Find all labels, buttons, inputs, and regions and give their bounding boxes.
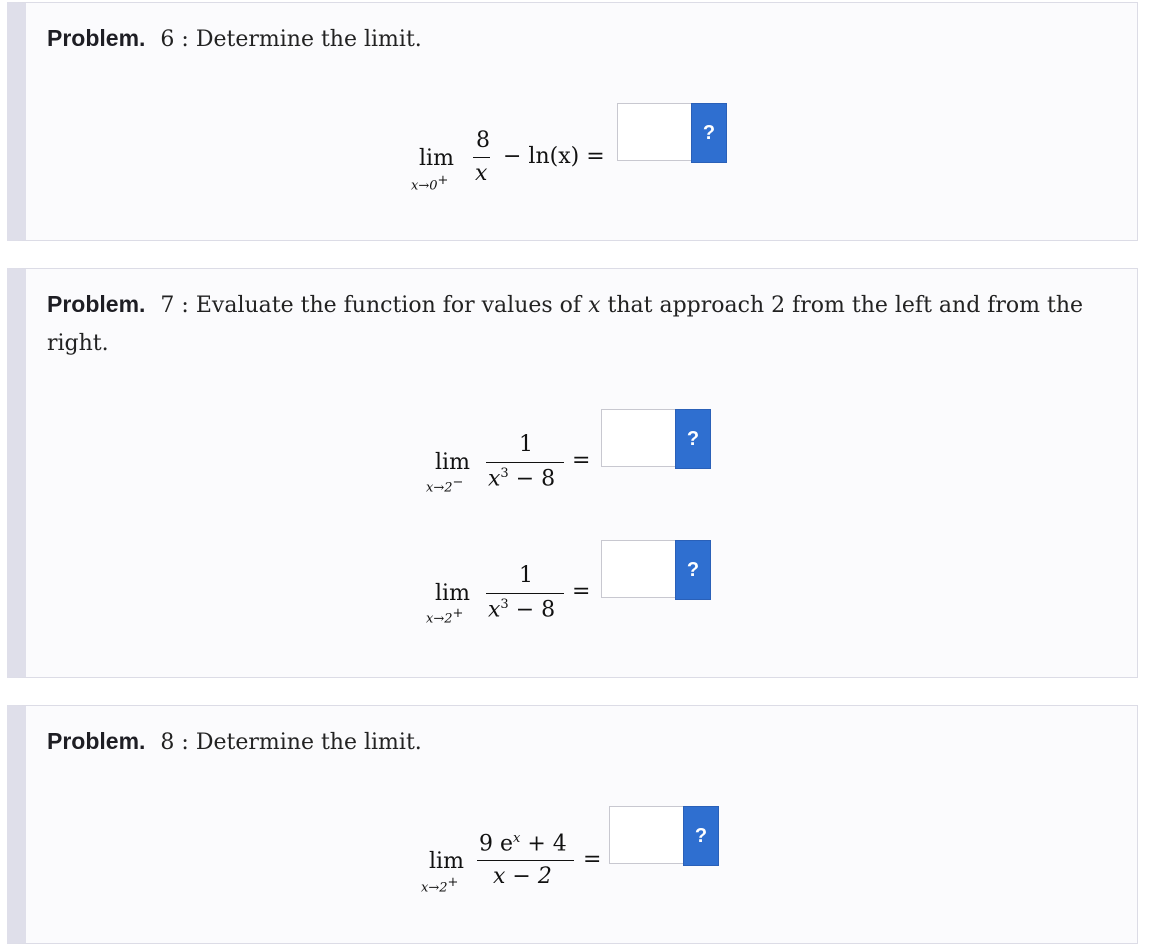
- fraction-bar: [486, 462, 564, 463]
- lim-text: lim: [435, 581, 470, 606]
- problem-number: 6: [160, 27, 175, 52]
- answer-input[interactable]: [609, 806, 683, 864]
- equals-sign: =: [572, 579, 591, 604]
- lim-text: lim: [419, 146, 454, 171]
- fraction-bar: [486, 593, 564, 594]
- denominator: $x^3 - 8$: [488, 597, 556, 623]
- right-help-button[interactable]: ?: [675, 540, 711, 600]
- equals-sign: =: [572, 448, 591, 473]
- numerator: 8: [476, 128, 490, 153]
- help-button[interactable]: ?: [683, 806, 719, 866]
- problem-8-card: [7, 705, 1138, 944]
- denominator: $x^3 - 8$: [488, 466, 556, 492]
- lim-subscript: x→0+: [411, 173, 449, 194]
- answer-group: [617, 103, 727, 163]
- problem-instruction-a: Evaluate the function for values of: [195, 293, 582, 318]
- left-help-button[interactable]: ?: [675, 409, 711, 469]
- problem-label: Problem.: [47, 728, 146, 754]
- left-answer-group: [601, 409, 711, 469]
- problem-7-card: [7, 268, 1138, 678]
- problem-instruction-b: that approach 2 from the left and from the right.: [47, 293, 1084, 356]
- right-answer-group: [601, 540, 711, 600]
- problem-separator: :: [181, 730, 189, 755]
- denominator: x − 2: [493, 864, 552, 889]
- fraction-bar: [477, 860, 574, 861]
- numerator: 1: [519, 563, 533, 588]
- answer-input[interactable]: [617, 103, 691, 161]
- expression-rest: − ln(x) =: [503, 144, 605, 169]
- problem-instruction-variable: x: [588, 293, 601, 318]
- problem-label: Problem.: [47, 25, 146, 51]
- problem-separator: :: [181, 293, 189, 318]
- problem-7-heading: [47, 285, 1097, 363]
- numerator: 9 $e^x + 4$: [479, 831, 567, 857]
- right-answer-input[interactable]: [601, 540, 675, 598]
- numerator: 1: [519, 432, 533, 457]
- lim-subscript: x→2+: [421, 875, 459, 896]
- help-button[interactable]: ?: [691, 103, 727, 163]
- problem-6-card: [7, 2, 1138, 241]
- problem-number: 8: [160, 730, 175, 755]
- equals-sign: =: [583, 847, 602, 872]
- lim-text: lim: [435, 450, 470, 475]
- problem-instruction: Determine the limit.: [195, 730, 422, 755]
- fraction-bar: [473, 157, 490, 158]
- problem-instruction: Determine the limit.: [195, 27, 422, 52]
- denominator: x: [475, 161, 488, 186]
- problem-separator: :: [181, 27, 189, 52]
- problem-6-heading: [47, 19, 1097, 59]
- lim-subscript: x→2+: [426, 606, 464, 627]
- problem-label: Problem.: [47, 291, 146, 317]
- left-answer-input[interactable]: [601, 409, 675, 467]
- problem-8-heading: [47, 722, 1097, 762]
- problem-number: 7: [160, 293, 175, 318]
- lim-text: lim: [429, 849, 464, 874]
- lim-subscript: x→2−: [426, 475, 464, 496]
- answer-group: [609, 806, 719, 866]
